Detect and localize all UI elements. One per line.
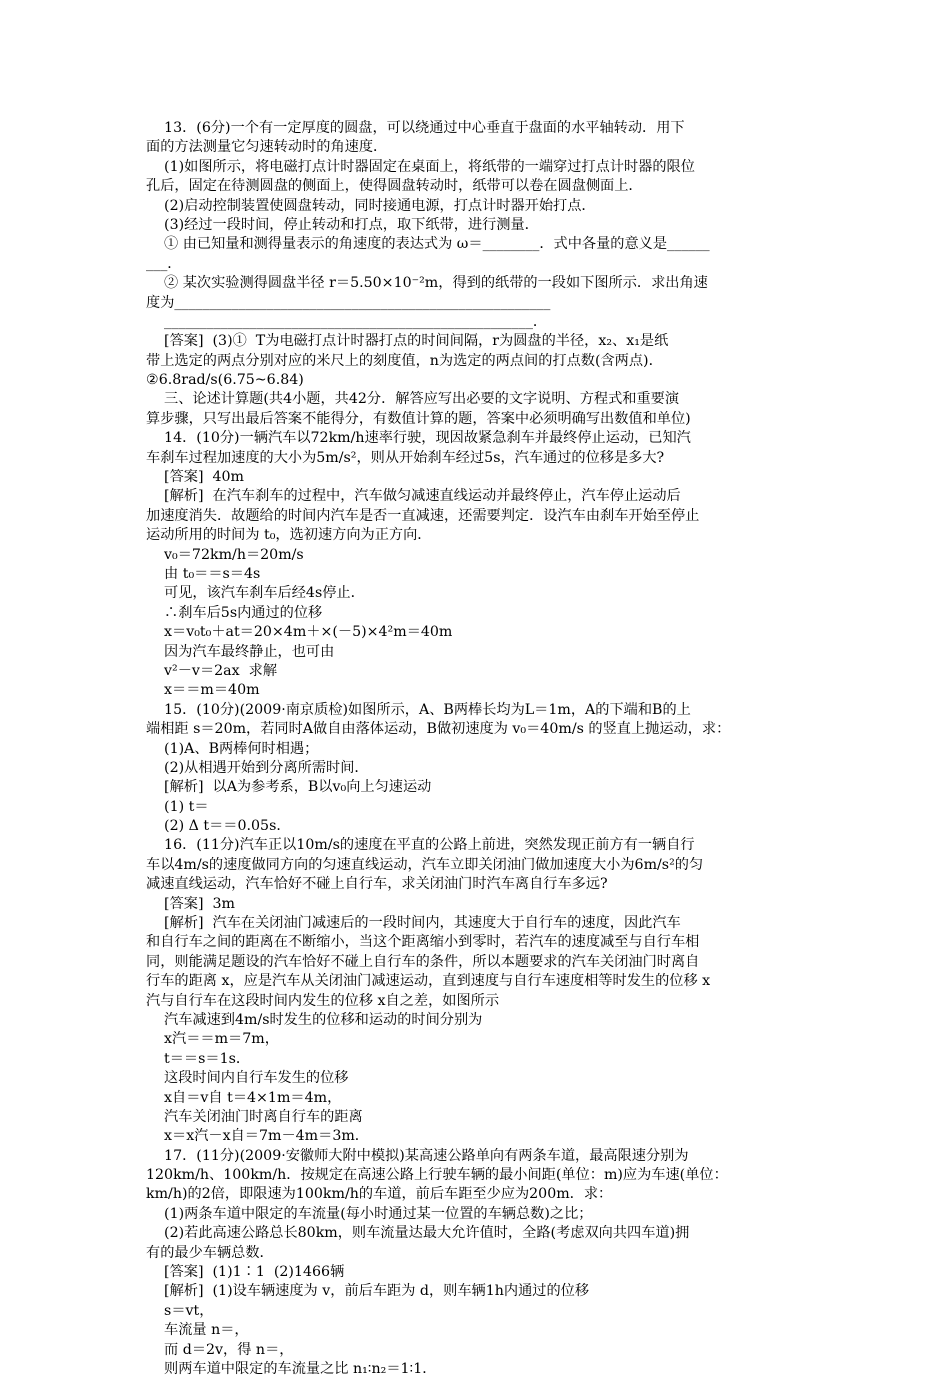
text-line: [答案] 3m [146, 895, 235, 912]
text-line: [解析] (1)设车辆速度为 v，前后车距为 d，则车辆1h内通过的位移 [146, 1283, 590, 1300]
text-line: [答案] 40m [146, 469, 245, 486]
text-line: t＝＝s＝1s． [146, 1050, 251, 1067]
text-line: (1)A、B两棒何时相遇； [146, 740, 319, 757]
text-line: 15．(10分)(2009·南京质检)如图所示，A、B两棒长均为L＝1m，A的下端和B的上 [146, 701, 691, 718]
text-line: 和自行车之间的距离在不断缩小，当这个距离缩小到零时，若汽车的速度减至与自行车相 [146, 934, 700, 951]
text-line: 16．(11分)汽车正以10m/s的速度在平直的公路上前进，突然发现正前方有一辆自行 [146, 837, 695, 854]
text-line: 车以4m/s的速度做同方向的匀速直线运动，汽车立即关闭油门做加速度大小为6m/s²的匀 [146, 856, 704, 873]
text-line: ②6.8rad/s(6.75~6.84) [146, 372, 304, 389]
text-line: v₀＝72km/h＝20m/s [146, 546, 304, 563]
text-line: (1)两条车道中限定的车流量(每小时通过某一位置的车辆总数)之比； [146, 1205, 593, 1222]
text-line: 度为_____________________________________________________ [146, 294, 551, 311]
text-line: 面的方法测量它匀速转动时的角速度． [146, 139, 388, 156]
text-line: 运动所用的时间为 t₀，选初速方向为正方向． [146, 527, 432, 544]
text-line: 而 d＝2v，得 n＝， [146, 1341, 294, 1358]
text-line: 三、论述计算题(共4小题，共42分．解答应写出必要的文字说明、方程式和重要演 [146, 391, 680, 408]
text-line: 由 t₀＝＝s＝4s [146, 565, 261, 582]
text-line: ∴刹车后5s内通过的位移 [146, 604, 323, 621]
text-line: 端相距 s＝20m，若同时A做自由落体运动，B做初速度为 v₀＝40m/s 的竖直上抛运动，求： [146, 721, 731, 738]
text-line: x自＝v自 t＝4×1m＝4m， [146, 1089, 342, 1106]
text-line: [解析] 以A为参考系，B以v₀向上匀速运动 [146, 779, 432, 796]
text-line: ② 某次实验测得圆盘半径 r＝5.50×10⁻²m，得到的纸带的一段如下图所示．求出角速 [146, 275, 708, 292]
text-line: 汽车减速到4m/s时发生的位移和运动的时间分别为 [146, 1011, 483, 1028]
text-line: 加速度消失．故题给的时间内汽车是否一直减速，还需要判定．设汽车由刹车开始至停止 [146, 507, 700, 524]
text-line: 带上选定的两点分别对应的米尺上的刻度值，n为选定的两点间的打点数(含两点)． [146, 352, 663, 369]
text-line: km/h)的2倍，即限速为100km/h的车道，前后车距至少应为200m．求： [146, 1186, 613, 1203]
text-line: 则两车道中限定的车流量之比 n₁∶n₂＝1∶1． [146, 1361, 437, 1377]
text-line: 120km/h、100km/h．按规定在高速公路上行驶车辆的最小间距(单位：m)应为车速(单位： [146, 1167, 728, 1184]
text-line: (3)经过一段时间，停止转动和打点，取下纸带，进行测量． [146, 216, 539, 233]
text-line: s＝vt， [146, 1302, 214, 1319]
text-line: (2)若此高速公路总长80km，则车流量达最大允许值时，全路(考虑双向共四车道)拥 [146, 1225, 690, 1242]
text-line: 车流量 n＝， [146, 1322, 249, 1339]
text-line: 17．(11分)(2009·安徽师大附中模拟)某高速公路单向有两条车道，最高限速分别为 [146, 1147, 689, 1164]
text-line: 算步骤，只写出最后答案不能得分，有数值计算的题，答案中必须明确写出数值和单位) [146, 410, 691, 427]
text-line: (1) t＝ [146, 798, 209, 815]
text-line: [解析] 在汽车刹车的过程中，汽车做匀减速直线运动并最终停止，汽车停止运动后 [146, 488, 681, 505]
text-line: 孔后，固定在待测圆盘的侧面上，使得圆盘转动时，纸带可以卷在圆盘侧面上． [146, 178, 643, 195]
text-line: (2)从相遇开始到分离所需时间． [146, 759, 369, 776]
text-line: ___． [146, 255, 182, 272]
text-line: 车刹车过程加速度的大小为5m/s²，则从开始刹车经过5s，汽车通过的位移是多大? [146, 449, 665, 466]
text-line: x汽＝＝m＝7m， [146, 1031, 279, 1048]
text-line: [答案] (1)1∶1 (2)1466辆 [146, 1264, 345, 1281]
text-line: v²－v＝2ax 求解 [146, 662, 278, 679]
text-line: (2)启动控制装置使圆盘转动，同时接通电源，打点计时器开始打点． [146, 197, 596, 214]
text-line: 汽车关闭油门时离自行车的距离 [146, 1108, 363, 1125]
text-line: (1)如图所示，将电磁打点计时器固定在桌面上，将纸带的一端穿过打点计时器的限位 [146, 158, 695, 175]
text-line: 有的最少车辆总数． [146, 1244, 274, 1261]
text-line: 14．(10分)一辆汽车以72km/h速率行驶，现因故紧急刹车并最终停止运动，已知汽 [146, 430, 691, 447]
text-line: x＝x汽－x自＝7m－4m＝3m． [146, 1128, 369, 1145]
text-line: x＝v₀t₀＋at＝20×4m＋×(－5)×4²m＝40m [146, 624, 453, 641]
text-line: x＝＝m＝40m [146, 682, 260, 699]
text-line: 行车的距离 x，应是汽车从关闭油门减速运动，直到速度与自行车速度相等时发生的位移 x [146, 973, 711, 990]
text-line: [答案] (3)① T为电磁打点计时器打点的时间间隔，r为圆盘的半径，x₂、x₁是纸 [146, 333, 669, 350]
text-line: 13．(6分)一个有一定厚度的圆盘，可以绕通过中心垂直于盘面的水平轴转动．用下 [146, 120, 685, 136]
text-line: 汽与自行车在这段时间内发生的位移 x自之差，如图所示 [146, 992, 500, 1009]
text-line: 减速直线运动，汽车恰好不碰上自行车，求关闭油门时汽车离自行车多远? [146, 876, 608, 893]
text-line: 这段时间内自行车发生的位移 [146, 1070, 349, 1087]
text-line: (2) Δ t＝＝0.05s． [146, 818, 291, 835]
text-line: 同，则能满足题设的汽车恰好不碰上自行车的条件，所以本题要求的汽车关闭油门时离自 [146, 953, 700, 970]
text-line: 因为汽车最终静止，也可由 [146, 643, 335, 660]
text-line: [解析] 汽车在关闭油门减速后的一段时间内，其速度大于自行车的速度，因此汽车 [146, 915, 681, 932]
document-body [146, 119, 806, 1379]
text-line: 可见，该汽车刹车后经4s停止． [146, 585, 365, 602]
text-line: ____________________________________________________． [146, 313, 548, 330]
text-line: ① 由已知量和测得量表示的角速度的表达式为 ω＝________．式中各量的意义是______ [146, 236, 710, 253]
